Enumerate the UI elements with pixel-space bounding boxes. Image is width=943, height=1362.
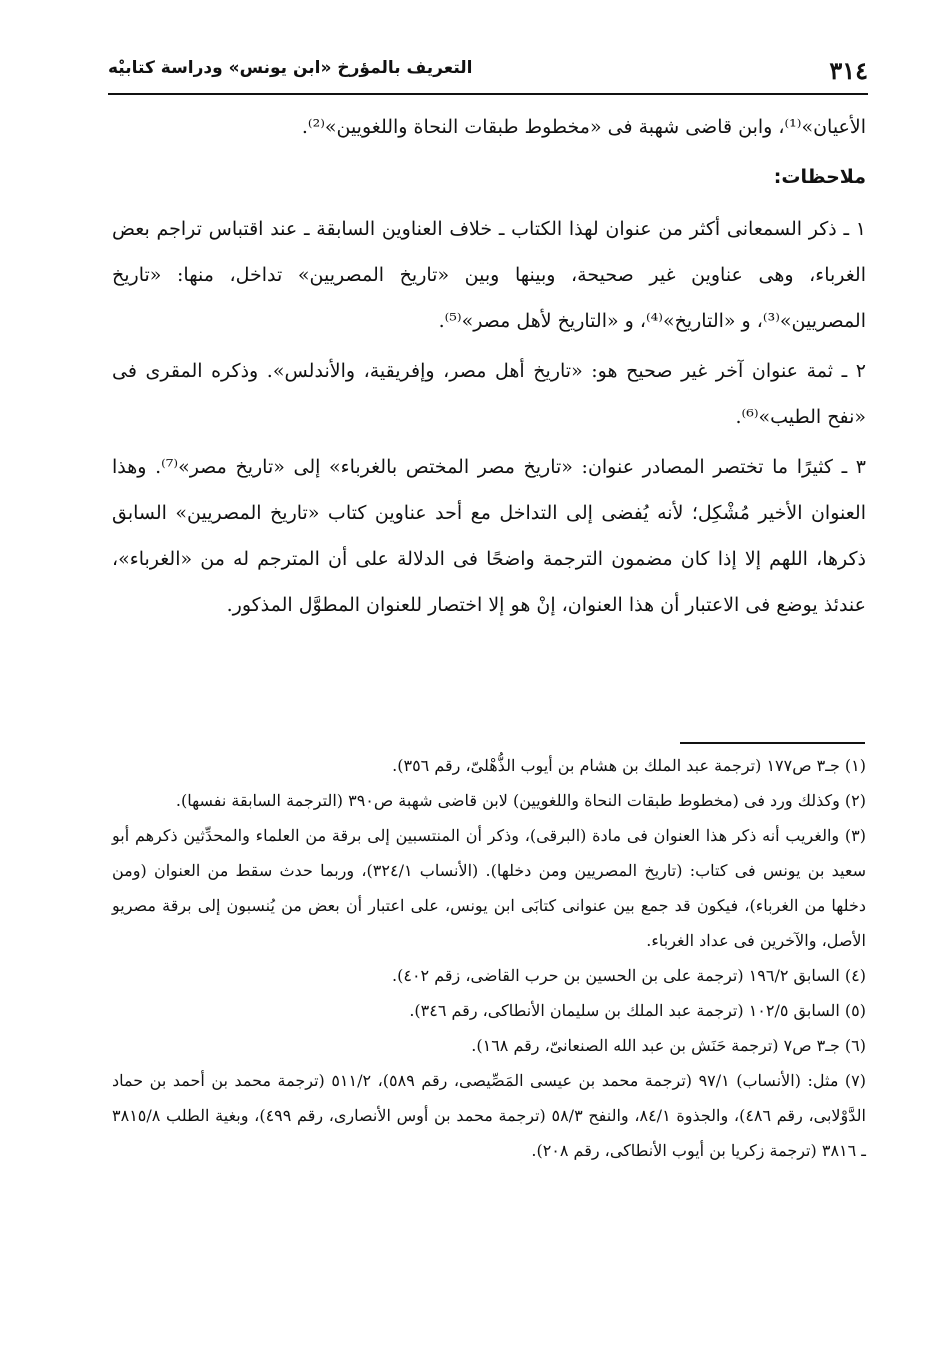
- notes-heading: ملاحظات:: [773, 166, 866, 188]
- footnote-6: (٦) جـ٣ ص٧ (ترجمة حَنَش بن عبد الله الصنعانىّ، رقم ١٦٨).: [471, 1036, 866, 1055]
- note-paragraph-1: ١ ـ ذكر السمعانى أكثر من عنوان لهذا الكتاب ـ خلاف العناوين السابقة ـ عند اقتباس تراجم بعض الغرباء، وهى عناوين غير صحيحة، وبينها وبين «تاريخ المصريين» تداخل، منها: «تاريخ المصريين»⁽³⁾، و «التاريخ»⁽⁴⁾، و «التاريخ لأهل مصر»⁽⁵⁾.: [112, 218, 866, 332]
- intro-line: الأعيان»⁽¹⁾، وابن قاضى شهبة فى «مخطوط طبقات النحاة واللغويين»⁽²⁾.: [301, 116, 866, 138]
- footnote-1: (١) جـ٣ ص١٧٧ (ترجمة عبد الملك بن هشام بن أيوب الذُّهْلىّ، رقم ٣٥٦).: [392, 756, 866, 775]
- running-title: التعريف بالمؤرخ «ابن يونس» ودراسة كتابيْه: [108, 58, 473, 78]
- footnotes: [112, 748, 866, 1168]
- page-number: ٣١٤: [829, 56, 868, 85]
- footnote-2: (٢) وكذلك ورد فى (مخطوط طبقات النحاة واللغويين) لابن قاضى شهبة ص٣٩٠ (الترجمة السابقة نفسها).: [175, 791, 866, 810]
- note-paragraph-3: ٣ ـ كثيرًا ما تختصر المصادر عنوان: «تاريخ مصر المختص بالغرباء» إلى «تاريخ مصر»⁽⁷⁾. وهذا العنوان الأخير مُشْكِل؛ لأنه يُفضى إلى التداخل مع أحد عناوين كتاب «تاريخ المصريين» السابق ذكرها، اللهم إلا إذا كان مضمون الترجمة واضحًا فى الدلالة على أن المترجم له من «الغرباء»، عندئذ يوضع فى الاعتبار أن هذا العنوان، إنْ هو إلا اختصار للعنوان المطوَّل المذكور.: [112, 456, 866, 616]
- footnote-5: (٥) السابق ١٠٢/٥ (ترجمة عبد الملك بن سليمان الأنطاكى، رقم ٣٤٦).: [409, 1001, 866, 1020]
- footnote-rule: [680, 742, 865, 744]
- note-paragraph-2: ٢ ـ ثمة عنوان آخر غير صحيح هو: «تاريخ أهل مصر، وإفريقية، والأندلس». وذكره المقرى فى «نفح الطيب»⁽⁶⁾.: [112, 360, 867, 428]
- header-rule: [108, 93, 868, 95]
- footnote-7: (٧) مثل: (الأنساب) ٩٧/١ (ترجمة محمد بن عيسى المَصِّيصى، رقم ٥٨٩)، ٥١١/٢ (ترجمة محمد بن أحمد بن حماد الدَّوْلابى، رقم ٤٨٦)، والجذوة ٨٤/١، والنفح ٥٨/٣ (ترجمة محمد بن أوس الأنصارى، رقم ٤٩٩)، وبغية الطلب ٣٨١٥/٨ ـ ٣٨١٦ (ترجمة زكريا بن أيوب الأنطاكى، رقم ٢٠٨).: [112, 1071, 867, 1160]
- footnote-3: (٣) والغريب أنه ذكر هذا العنوان فى مادة (البرقى)، وذكر أن المنتسبين إلى برقة من العلماء والمحدِّثين ذكرهم أبو سعيد بن يونس فى كتاب: (تاريخ المصريين ومن دخلها). (الأنساب ٣٢٤/١)، وربما حدث سقط من العنوان (ومن دخلها من الغرباء)، فيكون قد جمع بين عنوانى كتابَى ابن يونس، على اعتبار أن بعض من يُنسبون إلى برقة مصريو الأصل، والآخرين فى عداد الغرباء.: [112, 826, 867, 950]
- main-text: [112, 104, 866, 632]
- page-header: [108, 54, 868, 94]
- footnote-4: (٤) السابق ١٩٦/٢ (ترجمة على بن الحسين بن حرب القاضى، زقم ٤٠٢).: [392, 966, 866, 985]
